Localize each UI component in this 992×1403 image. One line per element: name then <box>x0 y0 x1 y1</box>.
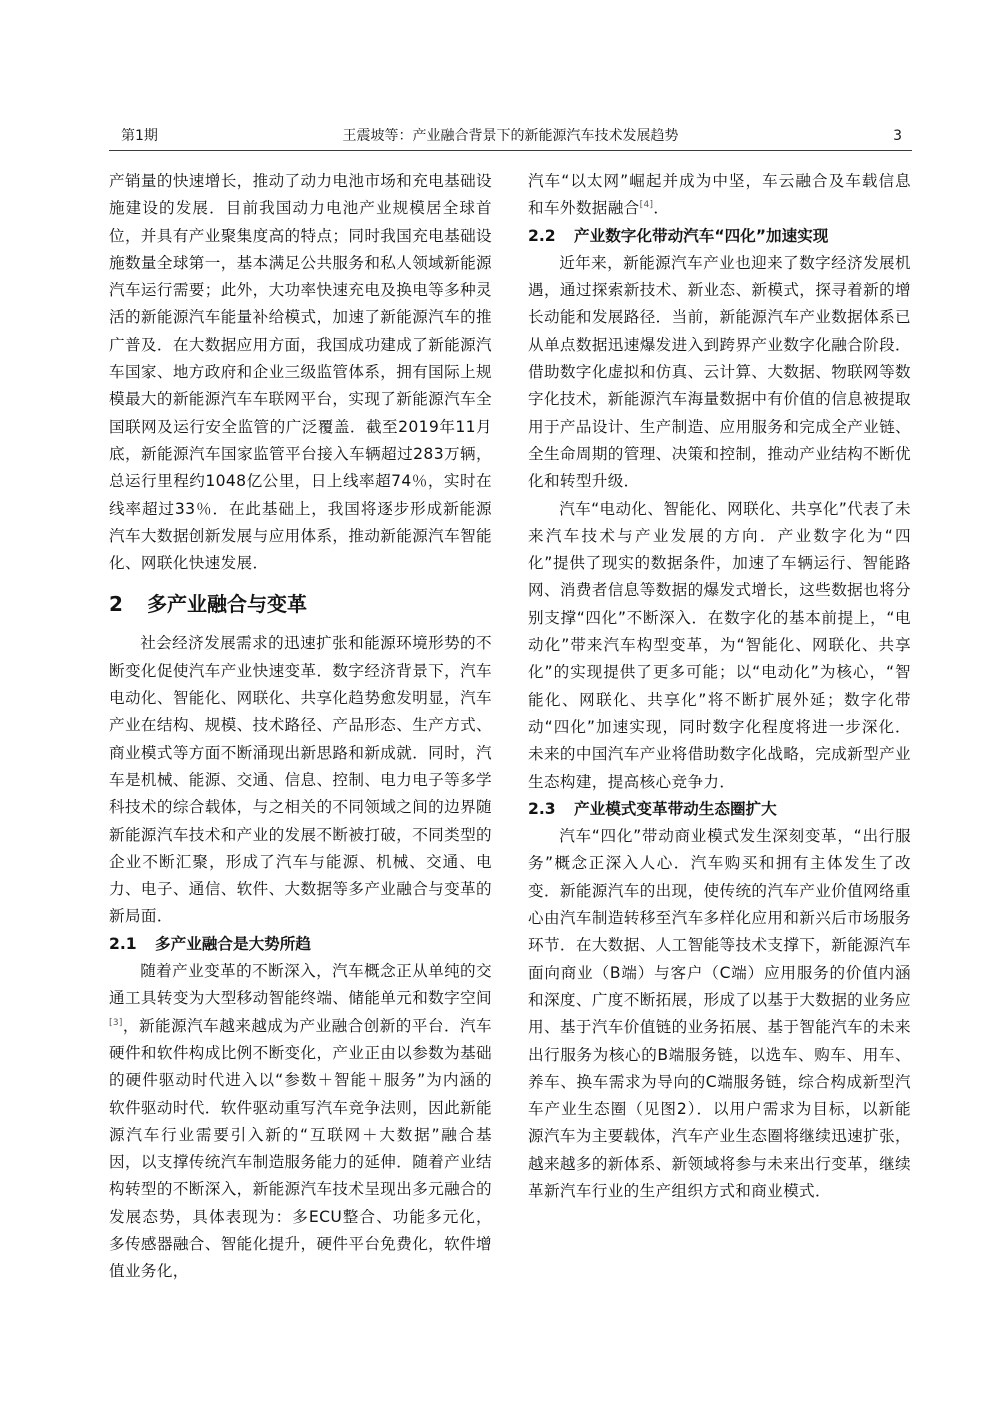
paragraph-ecosystem: 汽车“四化”带动商业模式发生深刻变革，“出行服务”概念正深入人心．汽车购买和拥有主体发生了改变．新能源汽车的出现，使传统的汽车产业价值网络重心由汽车制造转移至汽车多样化应用和新兴后市场服务环节．在大数据、人工智能等技术支撑下，新能源汽车面向商业（B端）与客户（C端）应用服务的价值内涵和深度、广度不断拓展，形成了以基于大数据的业务应用、基于汽车价值链的业务拓展、基于智能汽车的未来出行服务为核心的B端服务链，以选车、购车、用车、养车、换车需求为导向的C端服务链，综合构成新型汽车产业生态圈（见图2）．以用户需求为目标，以新能源汽车为主要载体，汽车产业生态圈将继续迅速扩张，越来越多的新体系、新领域将参与未来出行变革，继续革新汽车行业的生产组织方式和商业模式． <box>528 827 911 1200</box>
paragraph-convergence <box>109 958 492 1286</box>
section-title: 多产业融合与变革 <box>147 592 307 617</box>
subsection-number: 2.3 <box>528 799 556 818</box>
header-rule <box>109 150 912 151</box>
section-heading <box>109 586 492 622</box>
subsection-number: 2.2 <box>528 226 556 245</box>
paragraph-continued <box>528 168 911 223</box>
paragraph-text: ，新能源汽车越来越成为产业融合创新的平台．汽车硬件和软件构成比例不断变化，产业正由以参数为基础的硬件驱动时代进入以“参数＋智能＋服务”为内涵的软件驱动时代．软件驱动重写汽车竞争法则，因此新能源汽车行业需要引入新的“互联网＋大数据”融合基因，以支撑传统汽车制造服务能力的延伸．随着产业结构转型的不断深入，新能源汽车技术呈现出多元融合的发展态势，具体表现为：多ECU整合、功能多元化，多传感器融合、智能化提升，硬件平台免费化，软件增值业务化， <box>109 1016 492 1281</box>
section-number: 2 <box>109 592 123 617</box>
paragraph-text: 随着产业变革的不断深入，汽车概念正从单纯的交通工具转变为大型移动智能终端、储能单元和数字空间 <box>109 962 492 1008</box>
running-title: 王震坡等：产业融合背景下的新能源汽车技术发展趋势 <box>342 128 679 144</box>
subsection-heading-2-2 <box>528 223 911 250</box>
subsection-number: 2.1 <box>109 934 137 953</box>
issue-label: 第1期 <box>121 128 158 144</box>
subsection-heading-2-1 <box>109 931 492 958</box>
subsection-heading-2-3 <box>528 796 911 823</box>
paragraph-text: ． <box>653 199 670 218</box>
paragraph-battery-charging: 产销量的快速增长，推动了动力电池市场和充电基础设施建设的发展．目前我国动力电池产业规模居全球首位，并具有产业聚集度高的特点；同时我国充电基础设施数量全球第一，基本满足公共服务和私人领域新能源汽车运行需要；此外，大功率快速充电及换电等多种灵活的新能源汽车能量补给模式，加速了新能源汽车的推广普及．在大数据应用方面，我国成功建成了新能源汽车国家、地方政府和企业三级监管体系，拥有国际上规模最大的新能源汽车车联网平台，实现了新能源汽车全国联网及运行安全监管的广泛覆盖．截至2019年11月底，新能源汽车国家监管平台接入车辆超过283万辆，总运行里程约1048亿公里，日上线率超74％，实时在线率超过33％．在此基础上，我国将逐步形成新能源汽车大数据创新发展与应用体系，推动新能源汽车智能化、网联化快速发展． <box>109 172 492 573</box>
paragraph-digitalization: 近年来，新能源汽车产业也迎来了数字经济发展机遇，通过探索新技术、新业态、新模式，探寻着新的增长动能和发展路径．当前，新能源汽车产业数据体系已从单点数据迅速爆发进入到跨界产业数字化融合阶段．借助数字化虚拟和仿真、云计算、大数据、物联网等数字化技术，新能源汽车海量数据中有价值的信息被提取用于产品设计、生产制造、应用服务和完成全产业链、全生命周期的管理、决策和控制，推动产业结构不断优化和转型升级． <box>528 253 911 491</box>
subsection-title: 多产业融合是大势所趋 <box>155 934 311 953</box>
paragraph-industry-change: 社会经济发展需求的迅速扩张和能源环境形势的不断变化促使汽车产业快速变革．数字经济背景下，汽车电动化、智能化、网联化、共享化趋势愈发明显，汽车产业在结构、规模、技术路径、产品形态、生产方式、商业模式等方面不断涌现出新思路和新成就．同时，汽车是机械、能源、交通、信息、控制、电力电子等多学科技术的综合载体，与之相关的不同领域之间的边界随新能源汽车技术和产业的发展不断被打破，不同类型的企业不断汇聚，形成了汽车与能源、机械、交通、电力、电子、通信、软件、大数据等多产业融合与变革的新局面． <box>109 634 492 926</box>
left-column <box>109 168 492 1286</box>
subsection-title: 产业数字化带动汽车“四化”加速实现 <box>574 226 829 245</box>
paragraph-text: 汽车“以太网”崛起并成为中坚，车云融合及车载信息和车外数据融合 <box>528 172 911 218</box>
running-header <box>109 126 912 150</box>
right-column <box>528 168 911 1205</box>
paragraph-four-trends: 汽车“电动化、智能化、网联化、共享化”代表了未来汽车技术与产业发展的方向．产业数字化为“四化”提供了现实的数据条件，加速了车辆运行、智能路网、消费者信息等数据的爆发式增长，这些数据也将分别支撑“四化”不断深入．在数字化的基本前提上，“电动化”带来汽车构型变革，为“智能化、网联化、共享化”的实现提供了更多可能；以“电动化”为核心，“智能化、网联化、共享化”将不断扩展外延；数字化带动“四化”加速实现，同时数字化程度将进一步深化．未来的中国汽车产业将借助数字化战略，完成新型产业生态构建，提高核心竞争力． <box>528 499 911 791</box>
citation-ref[interactable]: [4] <box>639 200 654 211</box>
page-number: 3 <box>893 128 902 144</box>
subsection-title: 产业模式变革带动生态圈扩大 <box>574 799 777 818</box>
citation-ref[interactable]: [3] <box>109 1017 123 1028</box>
